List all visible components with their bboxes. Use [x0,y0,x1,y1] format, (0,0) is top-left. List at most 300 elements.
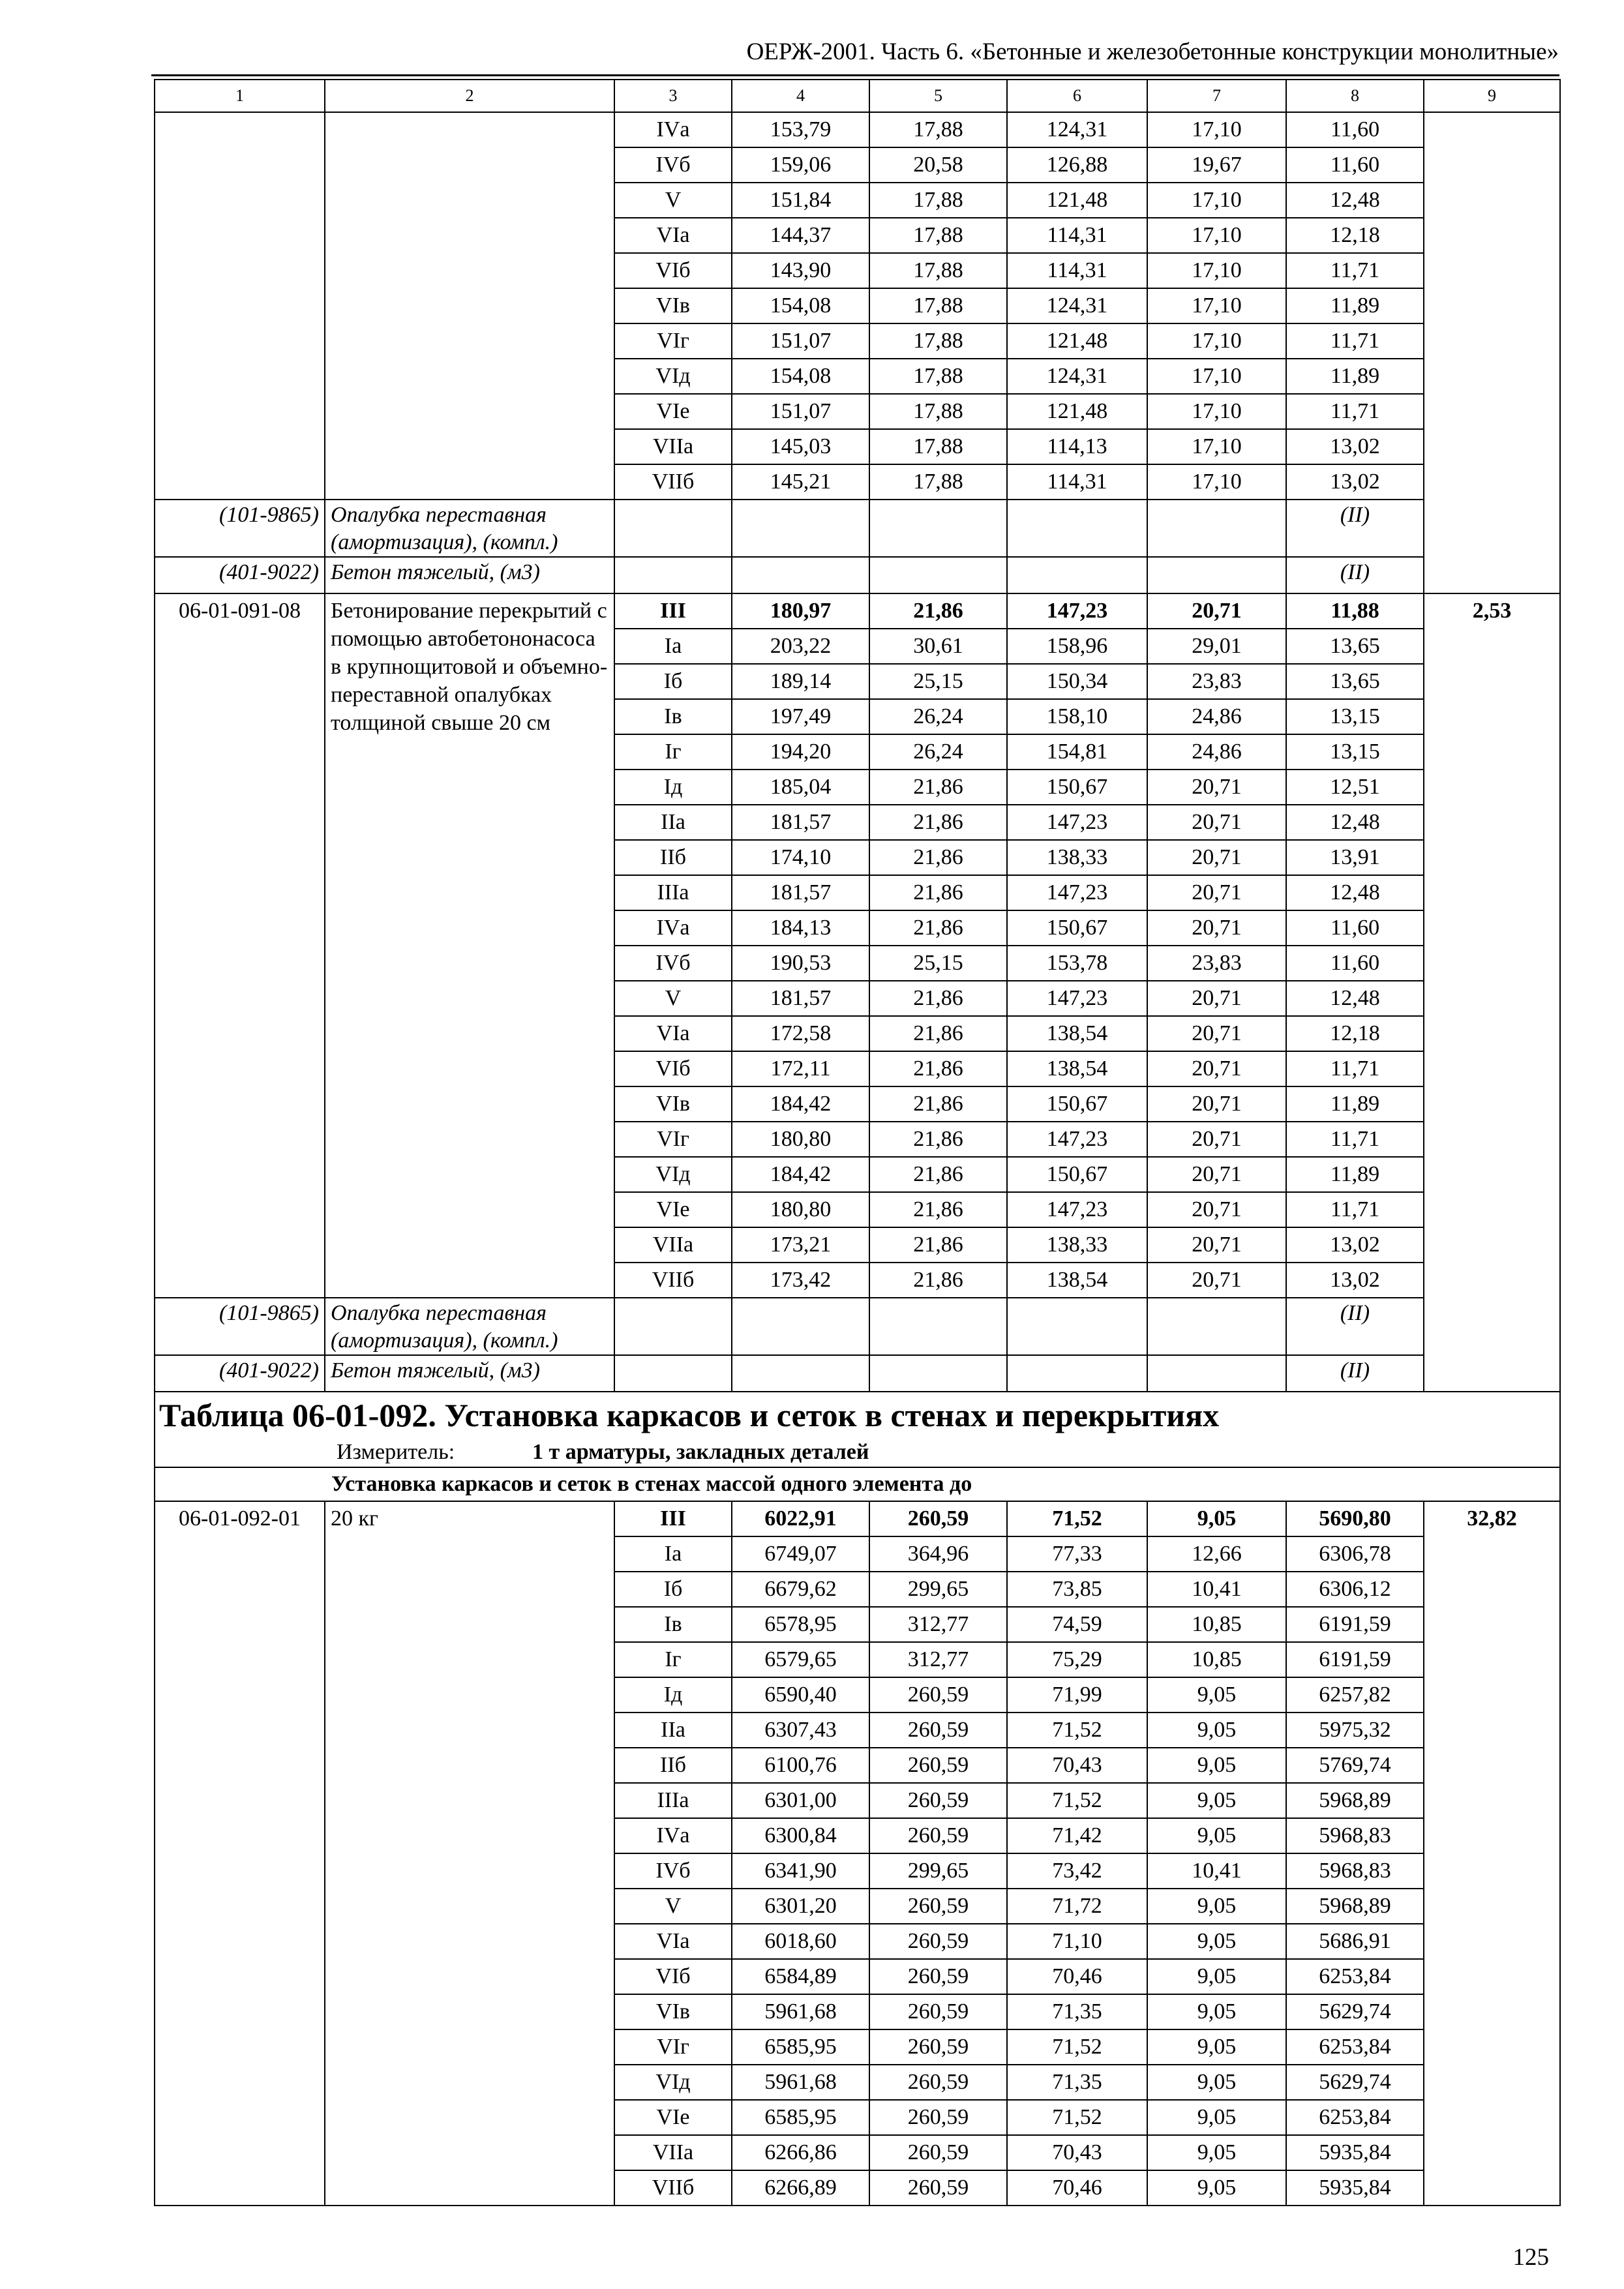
value-cell: 20,71 [1147,1051,1286,1086]
value-cell: 9,05 [1147,2135,1286,2170]
value-cell: 11,71 [1286,323,1424,359]
value-cell: 77,33 [1007,1536,1147,1572]
value-cell: 20,71 [1147,1157,1286,1192]
value-cell: 299,65 [869,1853,1007,1889]
value-cell: 17,10 [1147,359,1286,394]
empty-cell [1147,500,1286,557]
value-cell: 260,59 [869,1501,1007,1536]
value-cell: 6306,78 [1286,1536,1424,1572]
value-cell: 260,59 [869,1783,1007,1818]
empty-cell [1007,1298,1147,1355]
value-cell: 6253,84 [1286,2029,1424,2065]
empty-cell [1147,1355,1286,1392]
value-cell: 17,88 [869,464,1007,500]
value-cell: 21,86 [869,1227,1007,1263]
value-cell: 6585,95 [732,2100,869,2135]
value-cell: 114,31 [1007,464,1147,500]
region-cell: VIIб [614,2170,732,2206]
value-cell: 73,42 [1007,1853,1147,1889]
value-cell: 17,10 [1147,288,1286,323]
table-title-row [155,1392,1560,1438]
material-row [155,1355,1560,1392]
value-cell: 172,11 [732,1051,869,1086]
empty-cell [1007,557,1147,593]
region-cell: IVб [614,1853,732,1889]
value-cell: 153,79 [732,112,869,147]
column-number: 1 [155,80,325,112]
value-cell: 75,29 [1007,1642,1147,1677]
value-cell: 184,42 [732,1157,869,1192]
value-cell: 114,31 [1007,218,1147,253]
region-cell: VIа [614,1016,732,1051]
page-header: ОЕРЖ-2001. Часть 6. «Бетонные и железобетонные конструкции монолитные» [746,38,1559,65]
region-cell: VIIб [614,464,732,500]
column-number-row [155,80,1560,112]
value-cell: 124,31 [1007,359,1147,394]
material-unit-class: (II) [1286,500,1424,557]
value-cell: 173,42 [732,1263,869,1298]
value-cell: 21,86 [869,1016,1007,1051]
column-number: 6 [1007,80,1147,112]
value-cell: 20,71 [1147,1016,1286,1051]
material-name: Бетон тяжелый, (м3) [325,1355,614,1392]
value-cell: 147,23 [1007,875,1147,910]
region-cell: Iб [614,664,732,699]
value-cell: 150,34 [1007,664,1147,699]
value-cell: 12,66 [1147,1536,1286,1572]
value-cell: 25,15 [869,664,1007,699]
region-cell: V [614,981,732,1016]
value-cell: 114,13 [1007,429,1147,464]
value-cell: 5968,89 [1286,1889,1424,1924]
value-cell: 6257,82 [1286,1677,1424,1713]
value-cell: 9,05 [1147,1994,1286,2029]
value-cell: 6679,62 [732,1572,869,1607]
value-cell: 260,59 [869,1677,1007,1713]
value-cell: 143,90 [732,253,869,288]
value-cell: 21,86 [869,1086,1007,1122]
value-cell: 21,86 [869,805,1007,840]
value-cell: 5975,32 [1286,1713,1424,1748]
value-cell: 260,59 [869,1748,1007,1783]
value-cell: 21,86 [869,910,1007,946]
region-cell: Iг [614,1642,732,1677]
value-cell: 71,72 [1007,1889,1147,1924]
value-cell: 17,10 [1147,183,1286,218]
value-cell: 260,59 [869,1959,1007,1994]
value-cell: 70,43 [1007,2135,1147,2170]
value-cell: 121,48 [1007,183,1147,218]
value-cell: 20,71 [1147,1086,1286,1122]
value-cell: 197,49 [732,699,869,734]
region-cell: VIд [614,1157,732,1192]
value-cell: 299,65 [869,1572,1007,1607]
material-code: (401-9022) [155,1355,325,1392]
value-cell: 17,10 [1147,218,1286,253]
value-cell: 74,59 [1007,1607,1147,1642]
material-name: Опалубка переставная (амортизация), (компл.) [325,500,614,557]
value-cell: 5629,74 [1286,1994,1424,2029]
region-cell: VIIб [614,1263,732,1298]
value-cell: 71,35 [1007,1994,1147,2029]
value-cell: 71,10 [1007,1924,1147,1959]
value-cell: 11,89 [1286,1086,1424,1122]
value-cell: 13,15 [1286,699,1424,734]
region-cell: VIг [614,323,732,359]
value-cell: 174,10 [732,840,869,875]
region-cell: VIд [614,2065,732,2100]
value-cell: 20,71 [1147,593,1286,629]
item-description-cell: 20 кг [325,1501,614,2206]
value-cell: 17,10 [1147,253,1286,288]
value-cell: 17,88 [869,218,1007,253]
labor-cell: 2,53 [1424,593,1560,1392]
value-cell: 5690,80 [1286,1501,1424,1536]
empty-cell [869,500,1007,557]
value-cell: 17,88 [869,429,1007,464]
empty-cell [869,557,1007,593]
value-cell: 158,10 [1007,699,1147,734]
value-cell: 17,10 [1147,394,1286,429]
region-cell: VIе [614,1192,732,1227]
value-cell: 260,59 [869,2065,1007,2100]
value-cell: 17,10 [1147,464,1286,500]
region-cell: VIб [614,253,732,288]
table-row [155,593,1560,629]
table-row [155,1501,1560,1536]
region-cell: Iд [614,770,732,805]
value-cell: 6301,00 [732,1783,869,1818]
region-cell: IVа [614,1818,732,1853]
value-cell: 6191,59 [1286,1607,1424,1642]
value-cell: 150,67 [1007,770,1147,805]
empty-cell [1147,557,1286,593]
region-cell: IIIа [614,1783,732,1818]
value-cell: 71,99 [1007,1677,1147,1713]
value-cell: 181,57 [732,981,869,1016]
value-cell: 21,86 [869,1122,1007,1157]
value-cell: 71,52 [1007,1783,1147,1818]
value-cell: 12,51 [1286,770,1424,805]
value-cell: 172,58 [732,1016,869,1051]
item-description-cell [325,112,614,500]
value-cell: 260,59 [869,2170,1007,2206]
value-cell: 17,88 [869,394,1007,429]
region-cell: VIе [614,394,732,429]
value-cell: 13,91 [1286,840,1424,875]
value-cell: 17,10 [1147,323,1286,359]
value-cell: 180,97 [732,593,869,629]
value-cell: 10,41 [1147,1853,1286,1889]
value-cell: 147,23 [1007,593,1147,629]
value-cell: 20,71 [1147,1227,1286,1263]
value-cell: 70,46 [1007,2170,1147,2206]
material-row [155,1298,1560,1355]
value-cell: 9,05 [1147,2170,1286,2206]
material-unit-class: (II) [1286,557,1424,593]
value-cell: 11,89 [1286,1157,1424,1192]
value-cell: 9,05 [1147,1889,1286,1924]
value-cell: 71,52 [1007,2029,1147,2065]
value-cell: 13,02 [1286,464,1424,500]
value-cell: 21,86 [869,1192,1007,1227]
column-number: 3 [614,80,732,112]
value-cell: 73,85 [1007,1572,1147,1607]
value-cell: 145,21 [732,464,869,500]
empty-cell [614,1355,732,1392]
region-cell: VIIа [614,1227,732,1263]
value-cell: 23,83 [1147,946,1286,981]
value-cell: 114,31 [1007,253,1147,288]
region-cell: V [614,1889,732,1924]
value-cell: 11,71 [1286,1051,1424,1086]
value-cell: 21,86 [869,1263,1007,1298]
empty-cell [614,500,732,557]
material-name: Бетон тяжелый, (м3) [325,557,614,593]
region-cell: VIIа [614,429,732,464]
value-cell: 6590,40 [732,1677,869,1713]
material-unit-class: (II) [1286,1298,1424,1355]
value-cell: 159,06 [732,147,869,183]
value-cell: 26,24 [869,699,1007,734]
region-cell: Iг [614,734,732,770]
value-cell: 260,59 [869,1994,1007,2029]
value-cell: 260,59 [869,1924,1007,1959]
value-cell: 138,33 [1007,840,1147,875]
labor-cell: 32,82 [1424,1501,1560,2206]
value-cell: 10,85 [1147,1607,1286,1642]
empty-cell [732,1355,869,1392]
value-cell: 5961,68 [732,1994,869,2029]
value-cell: 9,05 [1147,2029,1286,2065]
value-cell: 190,53 [732,946,869,981]
value-cell: 12,18 [1286,218,1424,253]
region-cell: VIг [614,2029,732,2065]
empty-cell [614,557,732,593]
value-cell: 144,37 [732,218,869,253]
column-number: 7 [1147,80,1286,112]
value-cell: 13,02 [1286,1263,1424,1298]
value-cell: 6300,84 [732,1818,869,1853]
value-cell: 150,67 [1007,910,1147,946]
empty-cell [869,1355,1007,1392]
region-cell: IIб [614,1748,732,1783]
material-row [155,557,1560,593]
value-cell: 11,71 [1286,1122,1424,1157]
value-cell: 189,14 [732,664,869,699]
value-cell: 71,35 [1007,2065,1147,2100]
value-cell: 20,71 [1147,770,1286,805]
value-cell: 20,71 [1147,1122,1286,1157]
value-cell: 11,60 [1286,910,1424,946]
value-cell: 26,24 [869,734,1007,770]
value-cell: 30,61 [869,629,1007,664]
value-cell: 70,46 [1007,1959,1147,1994]
value-cell: 6191,59 [1286,1642,1424,1677]
region-cell: IVа [614,910,732,946]
value-cell: 21,86 [869,593,1007,629]
value-cell: 158,96 [1007,629,1147,664]
value-cell: 6022,91 [732,1501,869,1536]
region-cell: V [614,183,732,218]
value-cell: 124,31 [1007,112,1147,147]
column-number: 5 [869,80,1007,112]
value-cell: 9,05 [1147,2065,1286,2100]
value-cell: 150,67 [1007,1086,1147,1122]
region-cell: IIа [614,805,732,840]
empty-cell [732,1298,869,1355]
value-cell: 71,42 [1007,1818,1147,1853]
value-cell: 20,58 [869,147,1007,183]
value-cell: 12,18 [1286,1016,1424,1051]
material-code: (101-9865) [155,1298,325,1355]
value-cell: 184,42 [732,1086,869,1122]
value-cell: 19,67 [1147,147,1286,183]
value-cell: 6341,90 [732,1853,869,1889]
column-number: 9 [1424,80,1560,112]
value-cell: 71,52 [1007,1713,1147,1748]
measure-cell [155,1438,1560,1467]
labor-cell [1424,112,1560,593]
value-cell: 17,88 [869,288,1007,323]
value-cell: 6585,95 [732,2029,869,2065]
value-cell: 20,71 [1147,805,1286,840]
value-cell: 13,15 [1286,734,1424,770]
value-cell: 260,59 [869,1713,1007,1748]
empty-cell [1007,1355,1147,1392]
value-cell: 25,15 [869,946,1007,981]
region-cell: IIа [614,1713,732,1748]
region-cell: VIIа [614,2135,732,2170]
region-cell: IVб [614,946,732,981]
value-cell: 21,86 [869,1157,1007,1192]
value-cell: 9,05 [1147,1501,1286,1536]
value-cell: 21,86 [869,770,1007,805]
value-cell: 9,05 [1147,1677,1286,1713]
value-cell: 21,86 [869,840,1007,875]
value-cell: 180,80 [732,1192,869,1227]
value-cell: 24,86 [1147,734,1286,770]
value-cell: 24,86 [1147,699,1286,734]
value-cell: 5935,84 [1286,2135,1424,2170]
value-cell: 71,52 [1007,2100,1147,2135]
value-cell: 173,21 [732,1227,869,1263]
value-cell: 11,71 [1286,394,1424,429]
value-cell: 6253,84 [1286,2100,1424,2135]
value-cell: 5968,83 [1286,1853,1424,1889]
page-number: 125 [1512,2244,1549,2271]
value-cell: 121,48 [1007,394,1147,429]
value-cell: 6018,60 [732,1924,869,1959]
value-cell: 6307,43 [732,1713,869,1748]
region-cell: VIд [614,359,732,394]
value-cell: 181,57 [732,875,869,910]
value-cell: 17,88 [869,112,1007,147]
value-cell: 147,23 [1007,981,1147,1016]
value-cell: 17,88 [869,359,1007,394]
value-cell: 260,59 [869,2135,1007,2170]
value-cell: 9,05 [1147,1783,1286,1818]
value-cell: 6306,12 [1286,1572,1424,1607]
column-number: 8 [1286,80,1424,112]
value-cell: 13,65 [1286,664,1424,699]
value-cell: 13,02 [1286,1227,1424,1263]
value-cell: 6266,86 [732,2135,869,2170]
value-cell: 312,77 [869,1642,1007,1677]
value-cell: 147,23 [1007,1122,1147,1157]
value-cell: 260,59 [869,2029,1007,2065]
value-cell: 21,86 [869,1051,1007,1086]
material-code: (101-9865) [155,500,325,557]
measure-row [155,1438,1560,1467]
region-cell: VIв [614,1086,732,1122]
region-cell: Iа [614,1536,732,1572]
value-cell: 17,10 [1147,429,1286,464]
value-cell: 6749,07 [732,1536,869,1572]
value-cell: 12,48 [1286,981,1424,1016]
value-cell: 6579,65 [732,1642,869,1677]
value-cell: 150,67 [1007,1157,1147,1192]
region-cell: Iд [614,1677,732,1713]
value-cell: 17,88 [869,253,1007,288]
value-cell: 312,77 [869,1607,1007,1642]
region-cell: VIа [614,218,732,253]
value-cell: 6266,89 [732,2170,869,2206]
value-cell: 9,05 [1147,1748,1286,1783]
empty-cell [869,1298,1007,1355]
material-name: Опалубка переставная (амортизация), (компл.) [325,1298,614,1355]
region-cell: III [614,1501,732,1536]
value-cell: 151,84 [732,183,869,218]
value-cell: 20,71 [1147,910,1286,946]
value-cell: 29,01 [1147,629,1286,664]
region-cell: Iв [614,699,732,734]
value-cell: 5629,74 [1286,2065,1424,2100]
value-cell: 145,03 [732,429,869,464]
value-cell: 6584,89 [732,1959,869,1994]
region-cell: VIе [614,2100,732,2135]
column-number: 4 [732,80,869,112]
value-cell: 147,23 [1007,805,1147,840]
value-cell: 185,04 [732,770,869,805]
value-cell: 260,59 [869,1818,1007,1853]
value-cell: 153,78 [1007,946,1147,981]
region-cell: Iв [614,1607,732,1642]
value-cell: 5961,68 [732,2065,869,2100]
value-cell: 21,86 [869,981,1007,1016]
value-cell: 11,60 [1286,112,1424,147]
region-cell: IVб [614,147,732,183]
value-cell: 9,05 [1147,1713,1286,1748]
empty-cell [614,1298,732,1355]
value-cell: 147,23 [1007,1192,1147,1227]
region-cell: VIб [614,1959,732,1994]
value-cell: 11,89 [1286,359,1424,394]
region-cell: VIг [614,1122,732,1157]
value-cell: 194,20 [732,734,869,770]
table-row [155,112,1560,147]
value-cell: 151,07 [732,394,869,429]
value-cell: 13,02 [1286,429,1424,464]
region-cell: Iа [614,629,732,664]
value-cell: 12,48 [1286,183,1424,218]
value-cell: 5935,84 [1286,2170,1424,2206]
measure-value: 1 т арматуры, закладных деталей [532,1440,869,1464]
section-row [155,1467,1560,1501]
value-cell: 9,05 [1147,1959,1286,1994]
item-code-cell: 06-01-091-08 [155,593,325,1298]
header-rule [151,74,1559,76]
